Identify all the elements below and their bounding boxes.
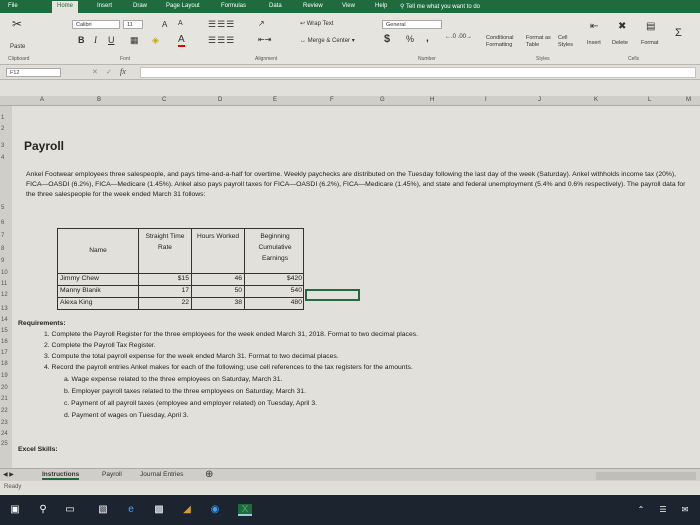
chevron-up-icon[interactable]: ⌃ [637, 505, 645, 514]
header-hours: Hours Worked [196, 233, 240, 240]
cell-name[interactable]: Manny Blanik [60, 287, 101, 294]
horizontal-scrollbar[interactable] [596, 472, 696, 480]
underline-button[interactable]: U [108, 35, 115, 45]
col-header[interactable]: B [97, 97, 102, 103]
tab-home[interactable]: Home [52, 1, 78, 13]
cell-rate[interactable]: $15 [177, 275, 189, 282]
wrap-text-button[interactable] [300, 20, 334, 27]
search-icon[interactable]: ⚲ [39, 504, 47, 515]
tab-review[interactable]: Review [303, 3, 323, 9]
font-name-select[interactable] [72, 20, 120, 29]
folder-icon[interactable]: ◢ [183, 504, 191, 515]
borders-icon[interactable]: ▦ [130, 35, 139, 45]
cell-hours[interactable]: 38 [234, 299, 242, 306]
row-header[interactable]: 23 [1, 420, 8, 426]
row-header[interactable]: 25 [1, 441, 8, 447]
sheet-tab-instructions[interactable]: Instructions [42, 471, 80, 478]
cancel-icon[interactable]: ✕ [92, 69, 98, 76]
row-header[interactable]: 4 [1, 155, 5, 161]
group-alignment: Alignment [255, 56, 278, 62]
tell-me-text: Tell me what you want to do [405, 4, 480, 10]
network-icon[interactable]: ☰ [659, 505, 667, 514]
group-font: Font [120, 56, 131, 62]
font-size-select[interactable] [123, 20, 143, 29]
row-header[interactable]: 24 [1, 431, 8, 437]
payroll-data-table [57, 228, 304, 310]
requirements-title: Requirements: [18, 320, 66, 327]
row-header[interactable]: 16 [1, 339, 8, 345]
col-header[interactable]: A [40, 97, 45, 103]
insert-cells-icon[interactable]: ⇤ [590, 21, 599, 32]
cell-rate[interactable]: 22 [181, 299, 189, 306]
tab-help[interactable]: Help [375, 3, 388, 9]
sheet-tab-payroll[interactable]: Payroll [102, 471, 122, 478]
merge-center-button[interactable]: ↔ Merge & Center ▾ [300, 38, 355, 44]
selected-cell-f12[interactable] [305, 289, 360, 301]
font-name-value: Calibri [76, 22, 92, 28]
status-text: Ready [4, 484, 22, 490]
accounting-format-button[interactable]: $ [384, 33, 391, 45]
header-rate: Straight Time Rate [145, 233, 185, 251]
add-sheet-icon[interactable]: ⊕ [205, 469, 214, 480]
sheet-tab-journal-entries[interactable]: Journal Entries [140, 471, 184, 478]
row-header[interactable]: 8 [1, 246, 5, 252]
formula-input[interactable] [140, 67, 696, 78]
excel-skills-label: Excel Skills: [18, 446, 58, 453]
cell-name[interactable]: Jimmy Chew [60, 275, 99, 282]
row-header[interactable]: 15 [1, 328, 8, 334]
wrap-text-label: Wrap Text [306, 21, 334, 27]
cell-earnings[interactable]: 540 [290, 287, 302, 294]
col-header[interactable]: J [538, 97, 541, 103]
tab-page-layout[interactable]: Page Layout [166, 3, 200, 9]
file-explorer-icon[interactable]: ▧ [98, 504, 108, 515]
group-cells: Cells [628, 56, 640, 62]
requirement-subitem: d. Payment of wages on Tuesday, April 3. [64, 412, 189, 419]
merge-icon: ↔ [300, 38, 308, 44]
align-left-icons[interactable]: ☰☰☰ [208, 35, 236, 45]
orientation-icon[interactable]: ↗ [258, 19, 265, 28]
task-view-icon[interactable]: ▭ [65, 504, 75, 515]
requirement-subitem: a. Wage expense related to the three employees on Saturday, March 31. [64, 376, 283, 383]
requirement-item: 1. Complete the Payroll Register for the three employees for the week ended March 31, 2018. Format to two decimal places. [44, 331, 419, 338]
row-header[interactable]: 7 [1, 233, 5, 239]
row-header[interactable]: 18 [1, 361, 8, 367]
tab-view[interactable]: View [342, 3, 355, 9]
row-header[interactable]: 2 [1, 126, 5, 132]
font-color-icon[interactable]: A [178, 34, 185, 45]
col-header[interactable]: M [686, 97, 691, 103]
tab-insert[interactable]: Insert [97, 3, 113, 9]
cell-hours[interactable]: 46 [234, 275, 242, 282]
requirement-item: 4. Record the payroll entries Ankel makes for each of the following; use cell references to the tax registers for the amounts. [44, 364, 413, 371]
tab-formulas[interactable]: Formulas [221, 3, 247, 9]
align-top-icons[interactable]: ☰☰☰ [208, 19, 236, 29]
row-header[interactable]: 14 [1, 317, 8, 323]
row-header[interactable]: 9 [1, 258, 5, 264]
row-header[interactable]: 11 [1, 281, 8, 287]
delete-button[interactable]: Delete [612, 40, 628, 46]
name-box-value: F12 [10, 70, 20, 76]
group-number: Number [418, 56, 436, 62]
status-bar [0, 481, 700, 495]
table-divider [58, 285, 304, 286]
merge-center-label: Merge & Center [307, 38, 351, 44]
excel-taskbar-icon[interactable]: X [238, 504, 252, 516]
requirement-subitem: b. Employer payroll taxes related to the three employees on Saturday, March 31. [64, 388, 307, 395]
cell-hours[interactable]: 50 [234, 287, 242, 294]
bold-button[interactable]: B [78, 35, 85, 45]
cell-styles-button[interactable]: Cell Styles [558, 35, 573, 48]
percent-style-button[interactable]: % [406, 34, 415, 44]
number-format-select[interactable] [382, 20, 442, 29]
tell-me-search[interactable] [400, 3, 480, 10]
sheet-title: Payroll [24, 139, 65, 153]
media-player-icon[interactable]: ◉ [210, 504, 220, 515]
group-clipboard: Clipboard [8, 56, 30, 62]
cell-earnings[interactable]: $420 [286, 275, 302, 282]
col-header[interactable]: D [218, 97, 223, 103]
requirement-item: 2. Complete the Payroll Tax Register. [44, 342, 156, 349]
col-header[interactable]: I [485, 97, 487, 103]
row-header[interactable]: 20 [1, 385, 8, 391]
windows-start-icon[interactable]: ▣ [10, 504, 20, 515]
worksheet-grid[interactable] [0, 80, 700, 468]
edge-browser-icon[interactable]: e [128, 504, 134, 515]
tab-file[interactable]: File [8, 3, 18, 9]
cell-earnings[interactable]: 480 [290, 299, 302, 306]
cell-name[interactable]: Alexa King [60, 299, 93, 306]
row-header[interactable]: 12 [1, 292, 8, 298]
font-size-value: 11 [127, 22, 133, 28]
autosum-icon[interactable]: Σ [675, 27, 682, 39]
shrink-font-icon[interactable]: A [178, 20, 183, 27]
col-header[interactable]: F [330, 97, 334, 103]
sheet-nav-arrows[interactable]: ◀ ▶ [3, 472, 14, 478]
lightbulb-icon: ⚲ [400, 4, 406, 10]
table-divider [58, 297, 304, 298]
requirement-subitem: c. Payment of all payroll taxes (employee and employer related) on Tuesday, April 3. [64, 400, 317, 407]
row-header[interactable]: 6 [1, 220, 5, 226]
name-box[interactable] [6, 68, 61, 77]
col-header[interactable]: H [430, 97, 435, 103]
col-header[interactable]: K [594, 97, 599, 103]
col-header[interactable]: L [648, 97, 652, 103]
sheet-tab-bar [0, 468, 700, 481]
row-header[interactable]: 17 [1, 350, 8, 356]
group-styles: Styles [536, 56, 550, 62]
ribbon-tab-bar [0, 0, 700, 13]
cut-icon[interactable]: ✂ [12, 17, 23, 31]
indent-icons[interactable]: ⇤⇥ [258, 35, 272, 44]
format-as-table-button[interactable]: Format as Table [526, 35, 551, 48]
fill-color-icon[interactable]: ◈ [152, 35, 159, 45]
column-headers [0, 96, 700, 106]
row-header[interactable]: 19 [1, 373, 8, 379]
row-header[interactable]: 5 [1, 205, 5, 211]
sheet-description: Ankel Footwear employees three salespeople, and pays time-and-a-half for overtime. Weekly paychecks are distributed on the Tuesday following the last day of the week (Saturday). Ankel withholds income tax (20%), FICA—OASDI (6.2%), FICA—Medicare (1.45%). Ankel also pays payroll taxes for FICA—OASDI (6.2%), FICA—Medicare (1.45%), and state and federal unemployment (5.4% and 0.6% respectively). The payroll data for the three salespeople for the week ended March 31 follows: [26, 171, 686, 198]
col-header[interactable]: E [273, 97, 278, 103]
enter-icon[interactable]: ✓ [106, 69, 112, 76]
row-headers [0, 106, 12, 468]
row-header[interactable]: 10 [1, 270, 8, 276]
row-header[interactable]: 22 [1, 408, 8, 414]
wrap-text-icon: ↩ [300, 21, 307, 27]
format-button[interactable]: Format [641, 40, 659, 46]
delete-cells-icon[interactable]: ✖ [618, 21, 627, 32]
italic-button[interactable]: I [94, 35, 97, 45]
comma-style-button[interactable]: , [426, 33, 429, 44]
formula-bar [0, 65, 700, 80]
format-cells-icon[interactable]: ▤ [646, 21, 656, 32]
row-header[interactable]: 3 [1, 143, 5, 149]
grow-font-icon[interactable]: A [162, 20, 168, 29]
notification-icon[interactable]: ✉ [681, 505, 689, 514]
row-header[interactable]: 1 [1, 115, 5, 121]
insert-button[interactable]: Insert [587, 40, 601, 46]
cell-rate[interactable]: 17 [181, 287, 189, 294]
store-icon[interactable]: ▩ [154, 504, 164, 515]
conditional-formatting-button[interactable]: Conditional Formatting [486, 35, 514, 48]
tab-data[interactable]: Data [269, 3, 282, 9]
windows-taskbar [0, 495, 700, 525]
number-format-value: General [386, 22, 406, 28]
col-header[interactable]: G [380, 97, 385, 103]
paste-button[interactable]: Paste [10, 44, 26, 50]
col-header[interactable]: C [162, 97, 167, 103]
header-earnings: Beginning Cumulative Earnings [258, 233, 292, 262]
row-header[interactable]: 13 [1, 306, 8, 312]
requirement-item: 3. Compute the total payroll expense for the week ended March 31. Format to two decimal places. [44, 353, 339, 360]
row-header[interactable]: 21 [1, 396, 8, 402]
insert-function-button[interactable]: fx [120, 67, 126, 76]
ribbon-home [0, 13, 700, 65]
tab-draw[interactable]: Draw [133, 3, 148, 9]
table-divider [58, 273, 304, 274]
header-name: Name [89, 247, 107, 254]
decimal-buttons[interactable]: ←.0 .00→ [445, 34, 473, 40]
